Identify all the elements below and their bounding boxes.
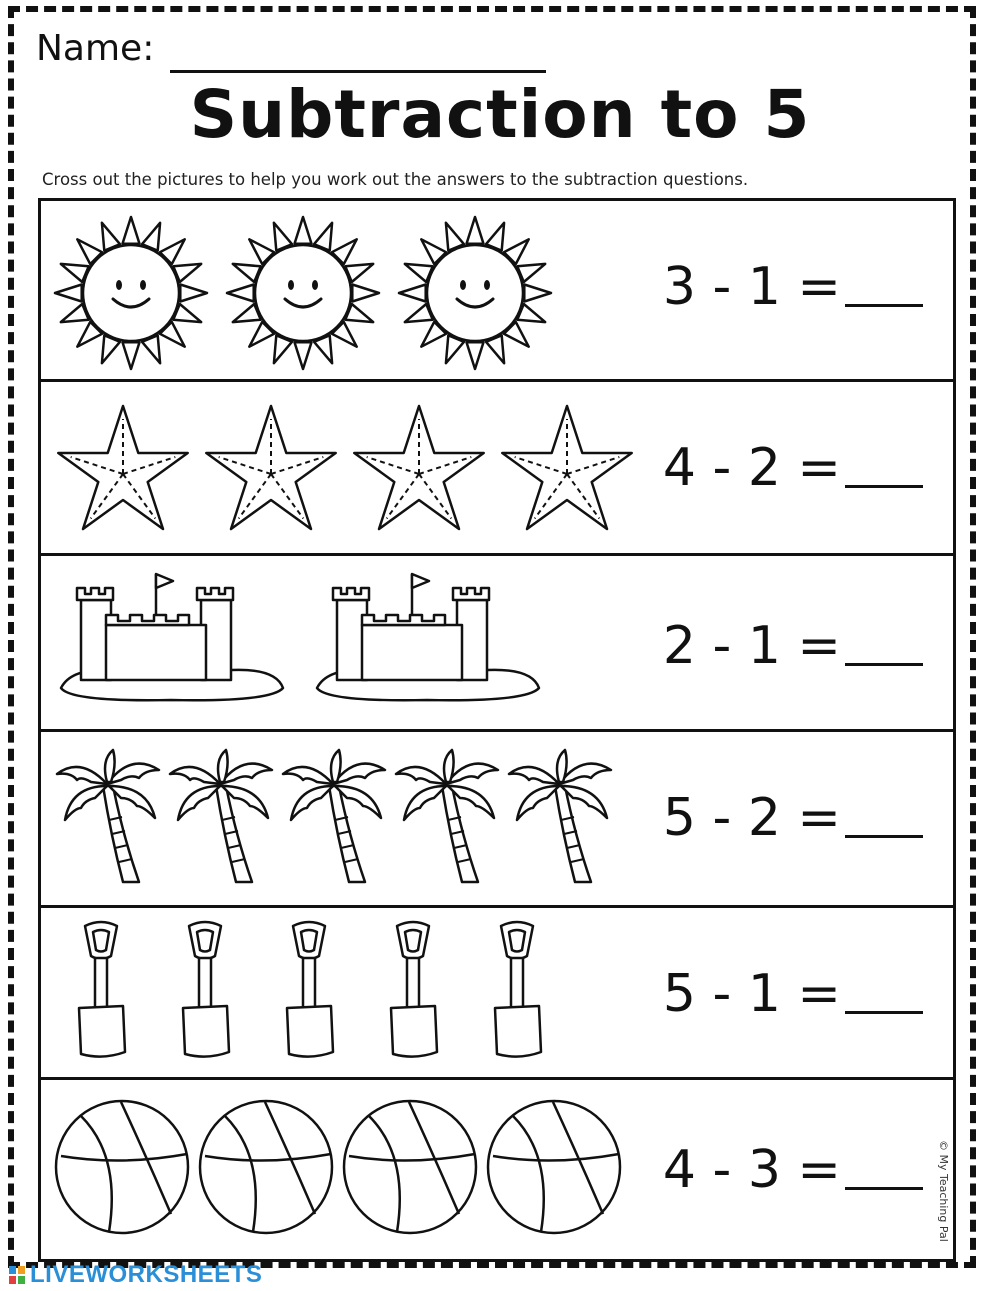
equation-text: 4 - 2 = — [662, 438, 841, 498]
answer-blank[interactable] — [845, 663, 923, 666]
page-title: Subtraction to 5 — [189, 76, 811, 153]
equation-text: 5 - 1 = — [662, 964, 841, 1024]
palm-tree-icon[interactable] — [277, 746, 389, 890]
starfish-icon[interactable] — [495, 398, 641, 548]
name-label: Name: — [36, 28, 155, 69]
palm-tree-icon[interactable] — [503, 746, 615, 890]
sandcastle-icon[interactable] — [307, 570, 547, 714]
answer-blank[interactable] — [845, 835, 923, 838]
logo-icon — [8, 1264, 26, 1286]
shovel-icon[interactable] — [259, 918, 357, 1068]
sun-icon[interactable] — [395, 213, 555, 377]
exercise-row — [41, 1080, 953, 1259]
answer-blank[interactable] — [845, 1187, 923, 1190]
copyright-credit: © My Teaching Pal — [937, 1140, 950, 1242]
beach-ball-icon[interactable] — [195, 1096, 337, 1242]
equation — [663, 616, 923, 676]
equation-text: 5 - 2 = — [662, 788, 841, 848]
sun-icon[interactable] — [223, 213, 383, 377]
exercise-table — [38, 198, 956, 1262]
starfish-icon[interactable] — [347, 398, 493, 548]
equation — [663, 964, 923, 1024]
shovel-icon[interactable] — [155, 918, 253, 1068]
starfish-icon[interactable] — [199, 398, 345, 548]
equation-text: 3 - 1 = — [662, 257, 841, 317]
logo-text: LIVEWORKSHEETS — [30, 1261, 263, 1288]
sandcastle-icon[interactable] — [51, 570, 291, 714]
exercise-row — [41, 556, 953, 732]
equation-text: 2 - 1 = — [662, 616, 841, 676]
palm-tree-icon[interactable] — [51, 746, 163, 890]
shovel-icon[interactable] — [51, 918, 149, 1068]
equation — [663, 1140, 923, 1200]
name-answer-line[interactable] — [170, 70, 546, 73]
beach-ball-icon[interactable] — [483, 1096, 625, 1242]
shovel-icon[interactable] — [363, 918, 461, 1068]
beach-ball-icon[interactable] — [339, 1096, 481, 1242]
equation — [663, 438, 923, 498]
equation — [663, 257, 923, 317]
instructions: Cross out the pictures to help you work out the answers to the subtraction questions. — [42, 170, 749, 189]
palm-tree-icon[interactable] — [164, 746, 276, 890]
answer-blank[interactable] — [845, 1011, 923, 1014]
beach-ball-icon[interactable] — [51, 1096, 193, 1242]
sun-icon[interactable] — [51, 213, 211, 377]
palm-tree-icon[interactable] — [390, 746, 502, 890]
exercise-row — [41, 732, 953, 908]
shovel-icon[interactable] — [467, 918, 565, 1068]
equation — [663, 788, 923, 848]
liveworksheets-logo[interactable] — [8, 1262, 262, 1288]
exercise-row — [41, 201, 953, 382]
starfish-icon[interactable] — [51, 398, 197, 548]
answer-blank[interactable] — [845, 304, 923, 307]
exercise-row — [41, 382, 953, 556]
answer-blank[interactable] — [845, 485, 923, 488]
exercise-row — [41, 908, 953, 1080]
equation-text: 4 - 3 = — [662, 1140, 841, 1200]
